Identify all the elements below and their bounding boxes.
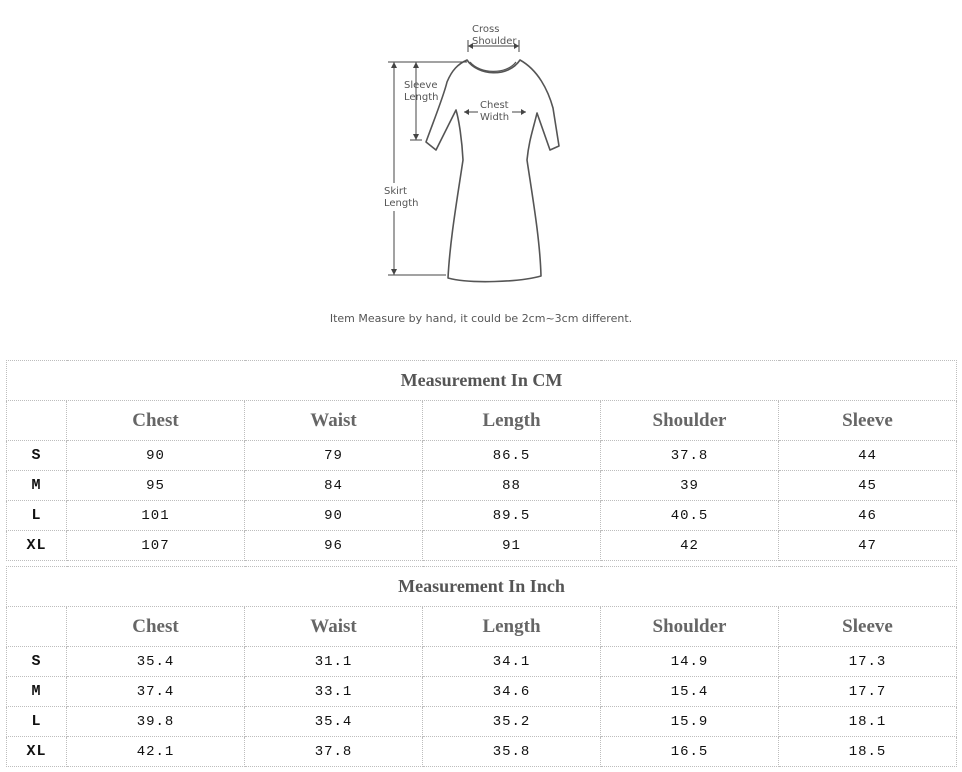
table-row [7, 707, 957, 737]
waist-value: 33.1 [245, 677, 423, 707]
chest-value: 101 [67, 501, 245, 531]
cross-shoulder-label-1: Cross [472, 24, 500, 35]
chest-value: 35.4 [67, 647, 245, 677]
header-length: Length [423, 607, 601, 647]
length-value: 35.8 [423, 737, 601, 767]
header-waist: Waist [245, 401, 423, 441]
length-value: 91 [423, 531, 601, 561]
table-row [7, 737, 957, 767]
size-label: S [7, 441, 67, 471]
shoulder-value: 16.5 [601, 737, 779, 767]
shoulder-value: 15.9 [601, 707, 779, 737]
skirt-length-label-2: Length [384, 198, 419, 209]
size-label: XL [7, 531, 67, 561]
size-label: L [7, 707, 67, 737]
table-header-row [7, 607, 957, 647]
shoulder-value: 39 [601, 471, 779, 501]
table-row [7, 441, 957, 471]
waist-value: 37.8 [245, 737, 423, 767]
length-value: 34.1 [423, 647, 601, 677]
waist-value: 79 [245, 441, 423, 471]
cross-shoulder-label-2: Shoulder [472, 36, 517, 47]
header-blank [7, 607, 67, 647]
shoulder-value: 42 [601, 531, 779, 561]
table-row [7, 647, 957, 677]
chest-width-label-1: Chest [480, 100, 509, 111]
sleeve-length-label-1: Sleeve [404, 80, 438, 91]
sleeve-value: 18.5 [779, 737, 957, 767]
sleeve-value: 44 [779, 441, 957, 471]
header-length: Length [423, 401, 601, 441]
table-row [7, 501, 957, 531]
table-row [7, 677, 957, 707]
header-shoulder: Shoulder [601, 607, 779, 647]
waist-value: 35.4 [245, 707, 423, 737]
waist-value: 84 [245, 471, 423, 501]
shoulder-value: 37.8 [601, 441, 779, 471]
header-waist: Waist [245, 607, 423, 647]
header-sleeve: Sleeve [779, 401, 957, 441]
shoulder-value: 15.4 [601, 677, 779, 707]
table-header-row [7, 401, 957, 441]
dress-outline [426, 60, 559, 282]
size-label: XL [7, 737, 67, 767]
dress-measurement-diagram [0, 0, 962, 340]
size-label: S [7, 647, 67, 677]
sleeve-value: 17.7 [779, 677, 957, 707]
length-value: 34.6 [423, 677, 601, 707]
table-row [7, 471, 957, 501]
table-title: Measurement In CM [7, 361, 957, 401]
table-row [7, 531, 957, 561]
skirt-length-label-1: Skirt [384, 186, 407, 197]
length-value: 35.2 [423, 707, 601, 737]
measurement-note: Item Measure by hand, it could be 2cm~3cm different. [329, 312, 633, 325]
table-title: Measurement In Inch [7, 567, 957, 607]
chest-value: 42.1 [67, 737, 245, 767]
length-value: 88 [423, 471, 601, 501]
chest-value: 39.8 [67, 707, 245, 737]
size-label: L [7, 501, 67, 531]
header-chest: Chest [67, 401, 245, 441]
chest-value: 107 [67, 531, 245, 561]
sleeve-length-label-2: Length [404, 92, 439, 103]
sleeve-value: 47 [779, 531, 957, 561]
length-value: 89.5 [423, 501, 601, 531]
measurement-table-cm [6, 360, 957, 561]
measurement-table-inch [6, 566, 957, 767]
header-blank [7, 401, 67, 441]
chest-width-label-2: Width [480, 112, 510, 123]
header-sleeve: Sleeve [779, 607, 957, 647]
chest-value: 90 [67, 441, 245, 471]
chest-value: 95 [67, 471, 245, 501]
sleeve-value: 46 [779, 501, 957, 531]
length-value: 86.5 [423, 441, 601, 471]
size-label: M [7, 677, 67, 707]
shoulder-value: 14.9 [601, 647, 779, 677]
sleeve-value: 17.3 [779, 647, 957, 677]
waist-value: 31.1 [245, 647, 423, 677]
header-shoulder: Shoulder [601, 401, 779, 441]
header-chest: Chest [67, 607, 245, 647]
sleeve-value: 18.1 [779, 707, 957, 737]
sleeve-value: 45 [779, 471, 957, 501]
size-label: M [7, 471, 67, 501]
chest-value: 37.4 [67, 677, 245, 707]
waist-value: 96 [245, 531, 423, 561]
shoulder-value: 40.5 [601, 501, 779, 531]
waist-value: 90 [245, 501, 423, 531]
